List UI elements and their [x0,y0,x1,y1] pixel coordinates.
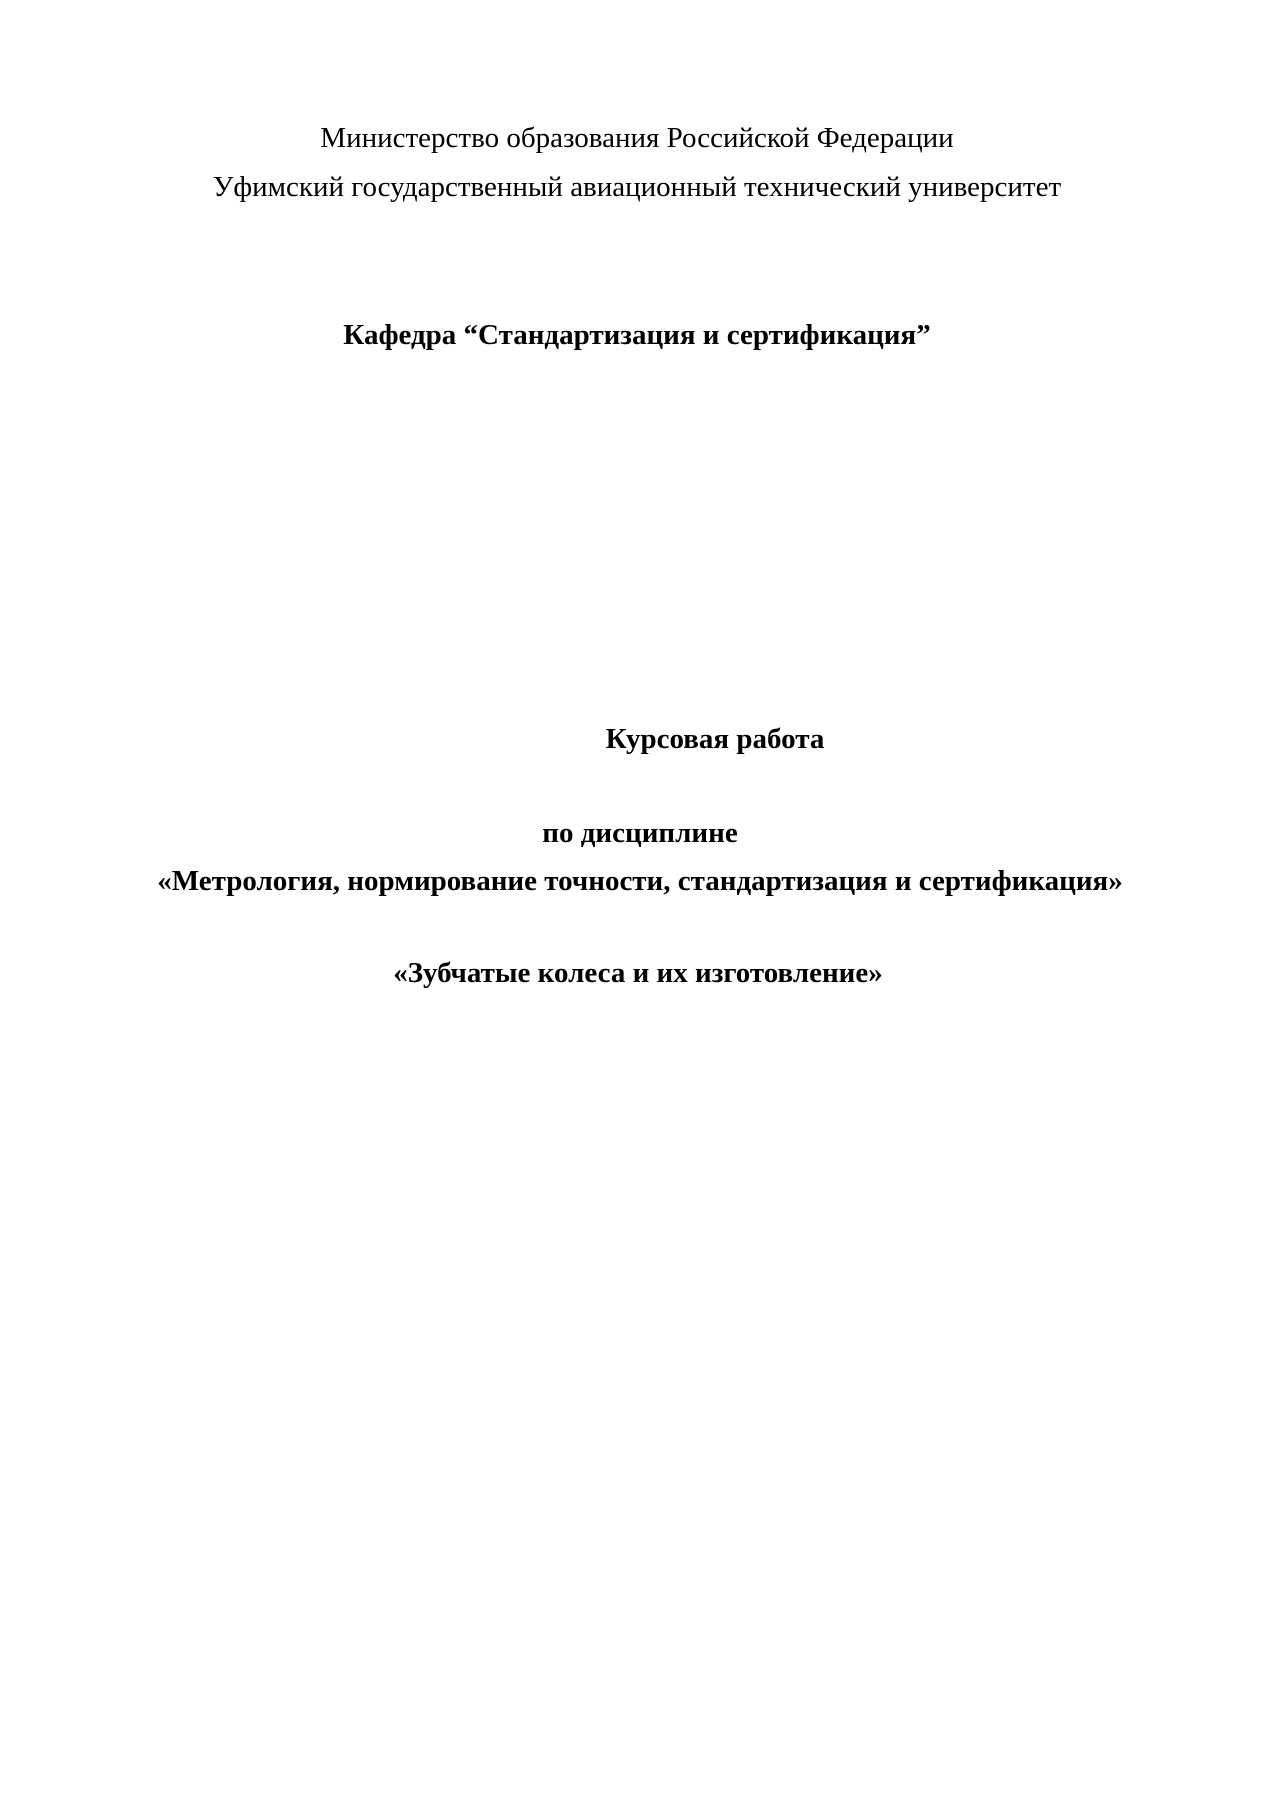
work-type-title: Курсовая работа [605,723,825,755]
ministry-heading: Министерство образования Российской Федерации [320,122,954,154]
department-heading: Кафедра “Стандартизация и сертификация” [343,319,931,351]
university-heading: Уфимский государственный авиационный технический университет [212,171,1062,203]
discipline-name: «Метрология, нормирование точности, стандартизация и сертификация» [157,865,1123,897]
topic-title: «Зубчатые колеса и их изготовление» [393,957,883,989]
discipline-intro: по дисциплине [542,817,738,849]
